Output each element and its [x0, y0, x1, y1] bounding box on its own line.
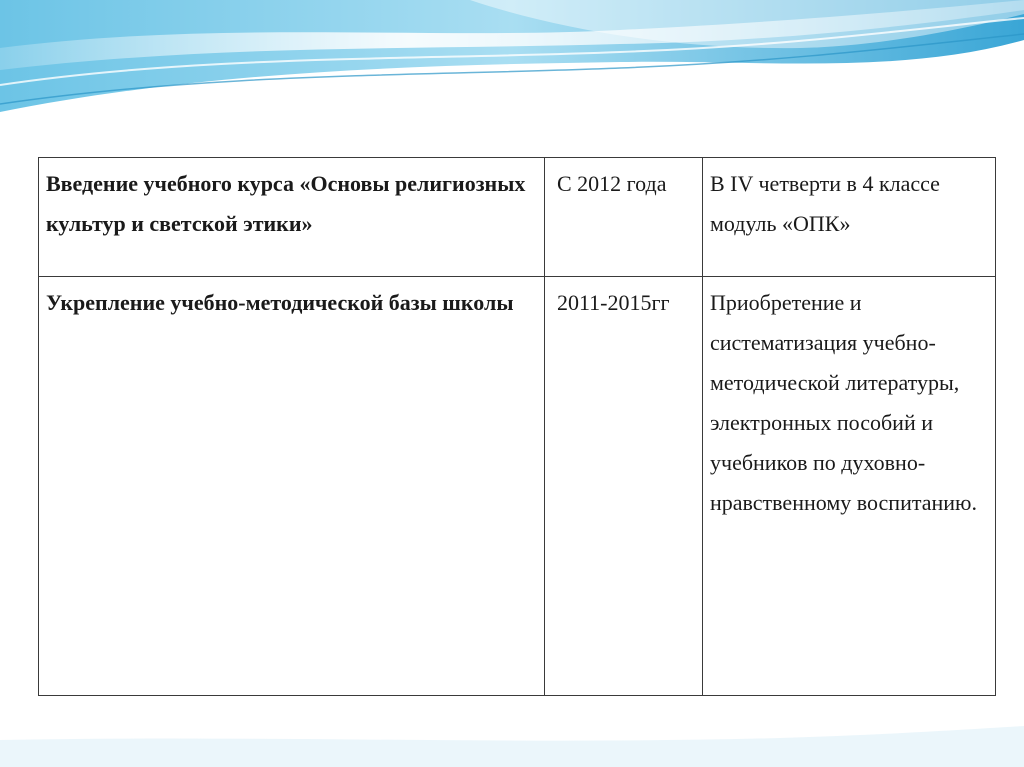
activity-cell: Укрепление учебно-методической базы школы [39, 277, 545, 696]
bottom-wave-decoration [0, 726, 1024, 767]
table-row [39, 277, 996, 696]
plan-table [38, 157, 996, 696]
plan-table-container [38, 157, 995, 696]
period-cell: С 2012 года [545, 158, 703, 277]
result-cell: Приобретение и систематизация учебно-методической литературы, электронных пособий и учебников по духовно-нравственному воспитанию. [703, 277, 996, 696]
table-row [39, 158, 996, 277]
activity-cell: Введение учебного курса «Основы религиозных культур и светской этики» [39, 158, 545, 277]
result-cell: В IV четверти в 4 классе модуль «ОПК» [703, 158, 996, 277]
period-cell: 2011-2015гг [545, 277, 703, 696]
top-wave-decoration [0, 0, 1024, 112]
